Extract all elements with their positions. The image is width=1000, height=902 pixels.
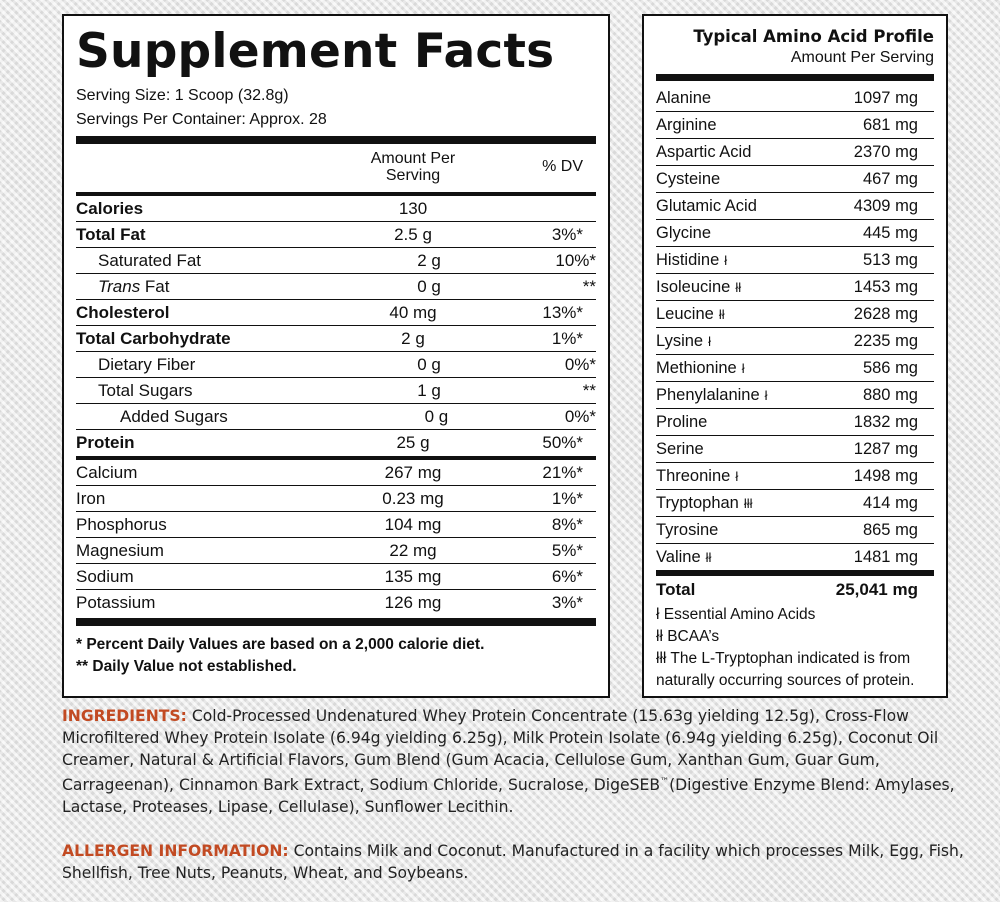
amino-row-methionine [656,355,934,382]
nutrient-amount: 1 g [417,380,441,400]
amino-note-tryptophan-line2: naturally occurring sources of protein. [656,672,915,689]
mineral-dv: 1%* [551,488,583,508]
trans-italic: Trans [98,276,141,296]
mineral-dv: 8%* [551,514,583,534]
footnote-not-established: ** Daily Value not established. [76,658,297,675]
nutrient-row-dietary-fiber [76,352,596,378]
mineral-row-calcium [76,460,596,486]
nutrient-amount: 0 g [417,354,441,374]
amino-amount: 2370 mg [853,142,918,161]
amino-note-tryptophan-line1: łłł The L-Tryptophan indicated is from [656,650,911,667]
nutrient-dv: 10%* [555,250,596,270]
amino-name-cell [656,170,720,189]
amino-mark: łł [718,306,725,322]
amino-name-cell [656,278,741,297]
amino-name-cell [656,440,704,459]
amino-name-cell [656,494,753,513]
mineral-amount: 22 mg [389,540,437,560]
supplement-facts-title: Supplement Facts [76,24,555,79]
amino-amount: 1481 mg [853,547,918,566]
amino-amount: 1498 mg [853,466,918,485]
mineral-amount: 0.23 mg [382,488,444,508]
amino-name: Glutamic Acid [656,196,757,215]
amino-mark: ł [764,387,768,403]
amino-amount: 414 mg [862,493,918,512]
nutrient-amount: 0 g [417,276,441,296]
footnote-daily-values: * Percent Daily Values are based on a 2,000 calorie diet. [76,636,485,653]
mineral-name: Sodium [76,566,134,586]
nutrient-name: Total Carbohydrate [76,328,231,348]
amino-row-lysine [656,328,934,355]
amino-mark: ł [708,333,711,349]
nutrient-row-total-fat [76,222,596,248]
amino-name-cell [656,116,717,135]
amino-mark: ł [724,252,728,268]
nutrient-amount: 25 g [396,433,430,452]
nutrient-row-cholesterol [76,300,596,326]
amino-name: Proline [656,412,708,431]
amino-note-essential: ł Essential Amino Acids [656,606,816,623]
mineral-name: Potassium [76,593,156,612]
amino-name-cell [656,143,751,162]
thick-divider [76,136,596,144]
amino-row-threonine [656,463,934,490]
amino-name: Tryptophan [656,493,739,512]
mineral-row-phosphorus [76,512,596,538]
amino-amount: 865 mg [862,520,918,539]
amino-amount: 513 mg [862,250,918,269]
nutrient-amount: 130 [398,198,428,218]
amino-mark: ł [741,360,745,376]
amino-name: Cysteine [656,169,721,188]
mineral-name: Phosphorus [76,514,167,534]
amino-name: Arginine [656,115,717,134]
mineral-amount: 104 mg [384,514,442,534]
amino-row-valine [656,544,934,571]
amino-name: Histidine [656,250,720,269]
amino-amount: 2628 mg [853,304,918,323]
nutrient-dv: 0%* [564,354,596,374]
amino-amount: 2235 mg [853,331,918,350]
nutrient-row-total-carbohydrate [76,326,596,352]
amino-name-cell [656,521,718,540]
amino-name-cell [656,332,711,351]
trans-rest: Fat [140,276,170,296]
mineral-name: Calcium [76,462,138,482]
mineral-dv: 6%* [551,566,583,586]
amino-name-cell [656,413,707,432]
nutrient-dv: ** [582,380,596,400]
nutrient-amount: 2.5 g [394,224,432,244]
amino-name: Leucine [656,304,714,323]
mineral-row-magnesium [76,538,596,564]
amino-name: Methionine [656,358,737,377]
allergen-text: Contains Milk and Coconut. Manufactured in a facility which processes Milk, Egg, Fish, Shellfish, Tree Nuts, Peanuts, Wheat, and Soybeans. [62,842,964,883]
mineral-row-iron [76,486,596,512]
amino-total-row [656,576,934,604]
nutrient-name: Total Fat [76,224,146,244]
column-header-amount [338,144,488,192]
allergen-paragraph [62,840,982,884]
amino-name-cell [656,251,727,270]
amino-amount: 4309 mg [853,196,918,215]
amino-name: Valine [656,547,701,566]
nutrient-name: Total Sugars [98,380,193,400]
amino-total-label: Total [656,580,696,599]
amino-row-histidine [656,247,934,274]
trademark-symbol: ™ [660,777,670,787]
amino-row-glycine [656,220,934,247]
amino-total-amount: 25,041 mg [835,580,918,599]
amino-name: Threonine [656,466,731,485]
nutrient-dv: 13%* [542,302,583,322]
label-text-block [62,705,982,884]
nutrient-name: Calories [76,198,144,218]
nutrient-amount: 2 g [401,328,425,348]
nutrient-amount: 40 mg [389,302,437,322]
ingredients-text-a: Cold-Processed Undenatured Whey Protein Concentrate (15.63g yielding 12.5g), Cross-Flow Microfiltered Whey Protein Isolate (6.94g yielding 6.25g), Milk Protein Isolate (6.94g yielding 6.25g), Coconut Oil Creamer, Natural & Artificial Flavors, Gum Blend (Gum Acacia, Cellulose Gum, Xanthan Gum, Guar Gum, Carrageenan), Cinnamon Bark Extract, Sodium Chloride, Sucralose, DigeSEB [62,707,939,795]
mineral-name: Magnesium [76,540,164,560]
amino-row-phenylalanine [656,382,934,409]
nutrient-row-trans-fat [76,274,596,300]
serving-size: Serving Size: 1 Scoop (32.8g) [76,87,289,104]
amino-amount: 1832 mg [853,412,918,431]
servings-per-container: Servings Per Container: Approx. 28 [76,111,327,128]
footnotes [76,626,596,678]
footnote-divider [76,618,596,626]
mineral-name: Iron [76,488,106,508]
amino-amount: 1453 mg [853,277,918,296]
amino-row-arginine [656,112,934,139]
amino-name: Phenylalanine [656,385,760,404]
nutrient-name: Saturated Fat [98,250,202,270]
amino-acid-profile-panel [642,14,948,698]
ingredients-label: INGREDIENTS: [62,707,187,725]
amino-row-leucine [656,301,934,328]
amino-amount: 880 mg [862,385,918,404]
mineral-dv: 5%* [551,540,583,560]
nutrient-dv: 0%* [564,406,596,426]
amino-name-cell [656,467,738,486]
amino-mark: łł [705,549,712,565]
mineral-amount: 135 mg [384,566,442,586]
nutrient-row-total-sugars [76,378,596,404]
amino-row-aspartic-acid [656,139,934,166]
amino-name: Aspartic Acid [656,142,752,161]
amino-row-isoleucine [656,274,934,301]
amino-name-cell [656,359,745,378]
amino-profile-subtitle: Amount Per Serving [790,49,934,66]
amino-row-proline [656,409,934,436]
amino-name-cell [656,305,725,324]
amino-mark: łł [735,279,742,295]
amino-name: Lysine [656,331,704,350]
mineral-row-sodium [76,564,596,590]
nutrient-name: Cholesterol [76,302,170,322]
amino-amount: 681 mg [862,115,918,134]
amino-amount: 586 mg [862,358,918,377]
amino-mark: ł [735,468,739,484]
amino-name-cell [656,548,711,567]
nutrient-amount: 0 g [424,406,449,426]
amino-amount: 467 mg [862,169,918,188]
amino-row-cysteine [656,166,934,193]
amino-name-cell [656,224,711,243]
amino-note-bcaa: łł BCAA’s [656,628,720,645]
amino-name: Alanine [656,88,712,107]
column-header-amount-line2: Serving [385,167,441,184]
nutrient-name [76,277,355,297]
ingredients-paragraph [62,705,982,818]
nutrient-row-saturated-fat [76,248,596,274]
mineral-dv: 21%* [542,462,583,482]
ingredients-text-b: (Digestive Enzyme Blend: Amylases, Lactase, Proteases, Lipase, Cellulase), Sunflower Lecithin. [62,776,955,817]
nutrient-row-protein [76,430,596,456]
column-header-amount-line1: Amount Per [370,150,456,167]
amino-mark: łłł [743,495,753,511]
amino-profile-title: Typical Amino Acid Profile [693,27,934,46]
amino-name-cell [656,386,768,405]
amino-name: Isoleucine [656,277,731,296]
amino-name-cell [656,89,711,108]
nutrient-dv: 3%* [551,224,583,244]
mineral-amount: 267 mg [384,462,442,482]
amino-name: Serine [656,439,704,458]
nutrient-dv: ** [582,276,596,296]
amino-amount: 1097 mg [853,88,918,107]
mineral-amount: 126 mg [384,593,442,612]
nutrient-row-calories [76,196,596,222]
mineral-row-potassium [76,590,596,616]
amino-row-glutamic-acid [656,193,934,220]
amino-amount: 1287 mg [853,439,918,458]
column-header-dv: % DV [542,158,583,175]
column-header-row [76,144,596,192]
mineral-dv: 3%* [551,593,583,612]
nutrient-amount: 2 g [417,250,441,270]
amino-name: Glycine [656,223,712,242]
amino-name: Tyrosine [656,520,719,539]
amino-row-alanine [656,85,934,112]
column-header-blank [76,144,338,192]
nutrient-name: Dietary Fiber [98,354,196,374]
amino-amount: 445 mg [862,223,918,242]
amino-row-serine [656,436,934,463]
nutrient-dv: 1%* [551,328,583,348]
supplement-facts-panel [62,14,610,698]
nutrient-name: Added Sugars [120,406,228,426]
amino-row-tyrosine [656,517,934,544]
allergen-label: ALLERGEN INFORMATION: [62,842,289,861]
amino-row-tryptophan [656,490,934,517]
nutrient-name: Protein [76,433,135,452]
amino-name-cell [656,197,757,216]
amino-header-divider [656,74,934,81]
amino-acid-list [656,85,934,571]
nutrient-dv: 50%* [542,433,583,452]
nutrient-row-added-sugars [76,404,596,430]
